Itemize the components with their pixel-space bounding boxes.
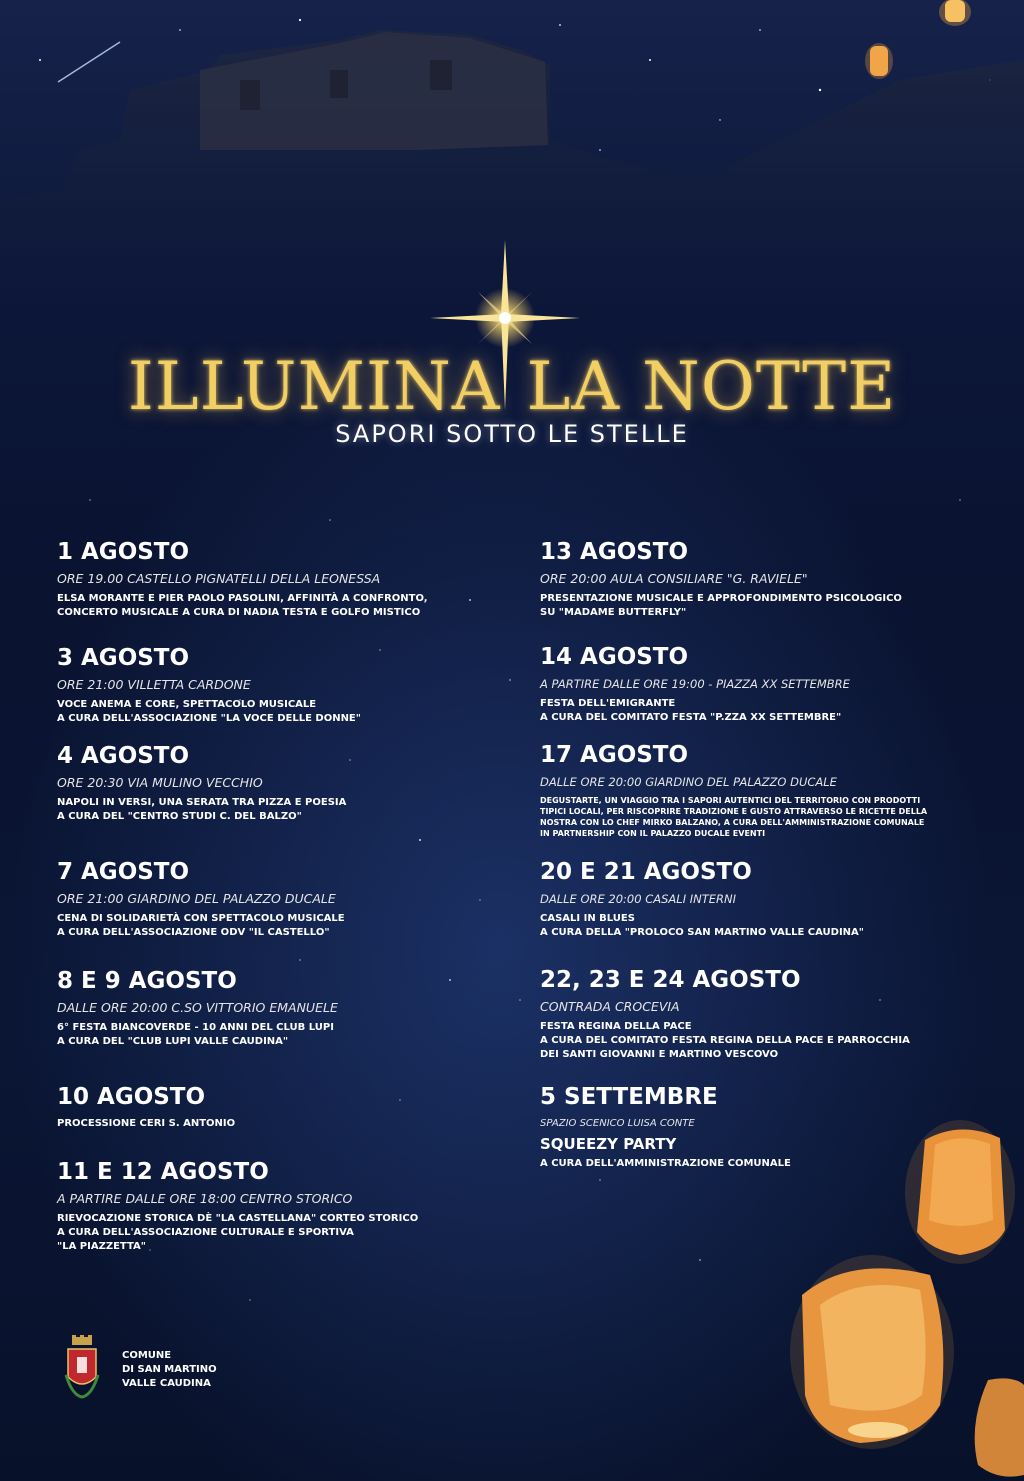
event-7-agosto [57, 858, 497, 940]
event-location: ORE 19.00 CASTELLO PIGNATELLI DELLA LEONESSA [57, 571, 381, 586]
event-date: 17 AGOSTO [540, 742, 689, 768]
event-location: ORE 20:00 AULA CONSILIARE "G. RAVIELE" [540, 571, 808, 586]
event-location: ORE 21:00 GIARDINO DEL PALAZZO DUCALE [57, 891, 336, 906]
event-location: ORE 21:00 VILLETTA CARDONE [57, 677, 251, 692]
event-description: RIEVOCAZIONE STORICA DÈ "LA CASTELLANA" CORTEO STORICO A CURA DELL'ASSOCIAZIONE CULTURALE E SPORTIVA "LA PIAZZETTA" [57, 1213, 419, 1252]
event-14-agosto [540, 643, 980, 725]
sky-lantern-icon [864, 40, 894, 82]
sky-lantern-icon [790, 1255, 955, 1450]
event-8-9-agosto [57, 967, 497, 1049]
event-date: 4 AGOSTO [57, 743, 190, 769]
event-date: 1 AGOSTO [57, 539, 190, 565]
event-4-agosto [57, 742, 497, 824]
event-description: A CURA DELL'AMMINISTRAZIONE COMUNALE [540, 1158, 791, 1169]
event-description: FESTA DELL'EMIGRANTE A CURA DEL COMITATO FESTA "P.ZZA XX SETTEMBRE" [540, 698, 842, 723]
event-location: DALLE ORE 20:00 GIARDINO DEL PALAZZO DUCALE [540, 775, 837, 789]
event-location: DALLE ORE 20:00 C.SO VITTORIO EMANUELE [57, 1000, 338, 1015]
event-date: 11 E 12 AGOSTO [57, 1159, 269, 1185]
municipal-crest-icon [62, 1335, 102, 1405]
event-11-12-agosto [57, 1158, 497, 1254]
event-date: 7 AGOSTO [57, 859, 190, 885]
event-highlight: SQUEEZY PARTY [540, 1135, 677, 1153]
event-1-agosto [57, 538, 497, 620]
event-location: DALLE ORE 20:00 CASALI INTERNI [540, 892, 737, 906]
event-date: 3 AGOSTO [57, 645, 190, 671]
event-date: 5 SETTEMBRE [540, 1084, 718, 1110]
event-date: 8 E 9 AGOSTO [57, 968, 237, 994]
event-description: NAPOLI IN VERSI, UNA SERATA TRA PIZZA E POESIA A CURA DEL "CENTRO STUDI C. DEL BALZO" [57, 797, 347, 822]
event-description: DEGUSTARTE, UN VIAGGIO TRA I SAPORI AUTENTICI DEL TERRITORIO CON PRODOTTI TIPICI LOCALI, PER RISCOPRIRE TRADIZIONE E GUSTO ATTRAVERSO LE RICETTE DELLA NOSTRA CON LO CHEF MIRKO BALZANO, A CURA DELL'AMMINISTRAZIONE COMUNALE IN PARTNERSHIP CON IL PALAZZO DUCALE EVENTI [540, 796, 928, 838]
event-description: CASALI IN BLUES A CURA DELLA "PROLOCO SAN MARTINO VALLE CAUDINA" [540, 913, 864, 938]
poster-subtitle: SAPORI SOTTO LE STELLE [335, 420, 689, 448]
event-description: VOCE ANEMA E CORE, SPETTACOLO MUSICALE A CURA DELL'ASSOCIAZIONE "LA VOCE DELLE DONNE" [57, 699, 361, 724]
event-date: 13 AGOSTO [540, 539, 689, 565]
event-13-agosto [540, 538, 980, 620]
event-22-23-24-agosto [540, 966, 980, 1062]
event-description: FESTA REGINA DELLA PACE A CURA DEL COMITATO FESTA REGINA DELLA PACE E PARROCCHIA DEI SANTI GIOVANNI E MARTINO VESCOVO [540, 1021, 910, 1060]
event-date: 20 E 21 AGOSTO [540, 859, 752, 885]
event-description: PRESENTAZIONE MUSICALE E APPROFONDIMENTO PSICOLOGICO SU "MADAME BUTTERFLY" [540, 593, 902, 618]
event-20-21-agosto [540, 858, 980, 940]
event-17-agosto [540, 741, 980, 839]
sky-lantern-icon [935, 0, 975, 30]
event-10-agosto [57, 1083, 497, 1131]
event-date: 22, 23 E 24 AGOSTO [540, 967, 801, 993]
event-location: CONTRADA CROCEVIA [540, 999, 680, 1014]
event-location: A PARTIRE DALLE ORE 19:00 - PIAZZA XX SETTEMBRE [540, 677, 850, 691]
event-3-agosto [57, 644, 497, 726]
poster-title [0, 348, 1024, 425]
sky-lantern-icon [968, 1375, 1024, 1481]
event-description: 6° FESTA BIANCOVERDE - 10 ANNI DEL CLUB LUPI A CURA DEL "CLUB LUPI VALLE CAUDINA" [57, 1022, 334, 1047]
event-description: ELSA MORANTE E PIER PAOLO PASOLINI, AFFINITÀ A CONFRONTO, CONCERTO MUSICALE A CURA DI NADIA TESTA E GOLFO MISTICO [57, 593, 428, 618]
event-description: PROCESSIONE CERI S. ANTONIO [57, 1118, 236, 1129]
event-date: 14 AGOSTO [540, 644, 689, 670]
title-left: ILLUMINA [127, 348, 501, 425]
title-right: LA NOTTE [526, 348, 897, 425]
sky-lantern-icon [905, 1120, 1015, 1265]
event-location: ORE 20:30 VIA MULINO VECCHIO [57, 775, 263, 790]
event-location: SPAZIO SCENICO LUISA CONTE [540, 1118, 695, 1129]
comune-name: COMUNE DI SAN MARTINO VALLE CAUDINA [122, 1350, 217, 1389]
event-description: CENA DI SOLIDARIETÀ CON SPETTACOLO MUSICALE A CURA DELL'ASSOCIAZIONE ODV "IL CASTELLO" [57, 913, 345, 938]
event-location: A PARTIRE DALLE ORE 18:00 CENTRO STORICO [57, 1191, 353, 1206]
event-date: 10 AGOSTO [57, 1084, 206, 1110]
